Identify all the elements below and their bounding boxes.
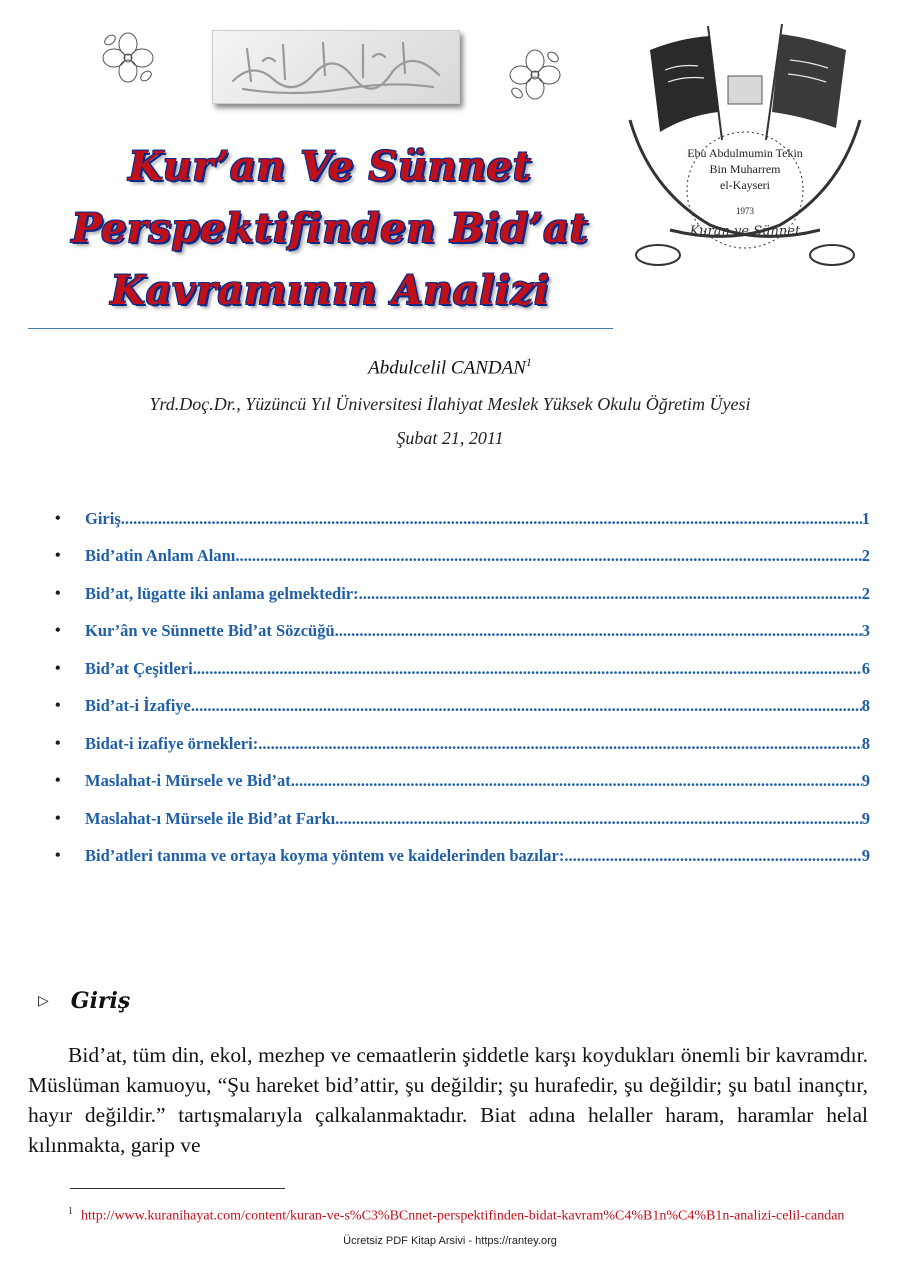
toc-leader	[291, 771, 862, 791]
toc-item-page: 1	[861, 508, 870, 528]
bismillah-calligraphy	[212, 30, 460, 104]
bullet-icon: •	[55, 734, 61, 752]
author-affiliation: Yrd.Doç.Dr., Yüzüncü Yıl Üniversitesi İlahiyat Meslek Yüksek Okulu Öğretim Üyesi	[149, 394, 751, 414]
footnote	[28, 1202, 870, 1226]
seal-text-line-2: Bin Muharrem	[709, 162, 781, 176]
body-paragraph: Bid’at, tüm din, ekol, mezhep ve cemaatlerin şiddetle karşı koydukları önemli bir kavramdır. Müslüman kamuoyu, “Şu hareket bid’attir, şu değildir; şu hurafedir, şu değildir; şu batıl inançtır, hayır değildir.” tartışmalarıyla çalkalanmaktadır. Biat adına helaller haram, haramlar helal kılınmakta, garip ve	[28, 1043, 868, 1157]
author-line	[0, 355, 900, 379]
toc-leader	[335, 809, 862, 829]
toc-item[interactable]	[55, 800, 870, 838]
toc-item[interactable]	[55, 500, 870, 538]
title-line-1: Kur’an Ve Sünnet	[128, 143, 532, 190]
toc-item-page: 6	[861, 658, 870, 678]
bullet-icon: •	[55, 847, 61, 865]
footnote-url-link[interactable]: http://www.kuranihayat.com/content/kuran-ve-s%C3%BCnnet-perspektifinden-bidat-kavram%C4%B1n%C4%B1n-analizi-celil-candan	[81, 1208, 845, 1224]
page-footer: Ücretsiz PDF Kitap Arsivi - https://rantey.org	[343, 1235, 557, 1247]
toc-item-page: 8	[861, 696, 870, 716]
toc-item-label: Bid’atleri tanıma ve ortaya koyma yöntem ve kaidelerinden bazılar:	[85, 846, 565, 866]
toc-leader	[335, 621, 862, 641]
footnote-divider	[70, 1188, 285, 1189]
footnote-number: 1	[68, 1206, 73, 1217]
toc-item-page: 8	[861, 733, 870, 753]
toc-leader	[258, 734, 862, 754]
toc-item[interactable]	[55, 650, 870, 688]
flower-ornament-icon	[505, 45, 565, 105]
toc-item-page: 2	[861, 583, 870, 603]
toc-item-label: Bid’atin Anlam Alanı	[85, 546, 236, 566]
toc-item-label: Kur’ân ve Sünnette Bid’at Sözcüğü	[85, 621, 335, 641]
bullet-icon: •	[55, 659, 61, 677]
title-line-2: Perspektifinden Bid’at	[71, 205, 589, 252]
publication-date: Şubat 21, 2011	[396, 428, 504, 448]
toc-item-label: Bid’at-i İzafiye	[85, 696, 191, 716]
arrow-right-icon: ▷	[38, 993, 49, 1009]
toc-leader	[191, 696, 862, 716]
toc-leader	[193, 659, 862, 679]
seal-text-line-3: el-Kayseri	[720, 178, 770, 192]
bullet-icon: •	[55, 547, 61, 565]
seal-ring-text: Kuran ve Sünnet	[689, 224, 801, 239]
toc-item-page: 2	[861, 546, 870, 566]
toc-item-page: 9	[861, 846, 870, 866]
toc-item-label: Bidat-i izafiye örnekleri:	[85, 733, 259, 753]
toc-item-label: Bid’at Çeşitleri	[85, 658, 193, 678]
toc-item-label: Maslahat-i Mürsele ve Bid’at	[85, 771, 291, 791]
seal-text-line-1: Ebu Abdulmumin Tekin	[687, 146, 803, 160]
bullet-icon: •	[55, 772, 61, 790]
toc-item-page: 3	[861, 621, 870, 641]
bullet-icon: •	[55, 584, 61, 602]
document-title	[60, 136, 600, 322]
toc-leader	[121, 509, 862, 529]
toc-item[interactable]	[55, 613, 870, 651]
bullet-icon: •	[55, 697, 61, 715]
section-heading	[38, 988, 130, 1014]
toc-item[interactable]	[55, 688, 870, 726]
section-heading-label: Giriş	[70, 988, 131, 1014]
bullet-icon: •	[55, 809, 61, 827]
author-footnote-ref: 1	[525, 355, 532, 369]
toc-item-label: Giriş	[85, 508, 121, 528]
toc-item[interactable]	[55, 725, 870, 763]
toc-item[interactable]	[55, 538, 870, 576]
toc-item[interactable]	[55, 575, 870, 613]
toc-leader	[359, 584, 862, 604]
table-of-contents	[55, 500, 870, 875]
toc-leader	[564, 846, 861, 866]
author-name: Abdulcelil CANDAN	[368, 357, 526, 379]
bullet-icon: •	[55, 509, 61, 527]
toc-item-label: Maslahat-ı Mürsele ile Bid’at Farkı	[85, 808, 336, 828]
toc-item-page: 9	[861, 808, 870, 828]
bullet-icon: •	[55, 622, 61, 640]
seal-text-line-4: 1973	[736, 206, 754, 216]
toc-item-page: 9	[861, 771, 870, 791]
title-line-3: Kavramının Analizi	[110, 267, 550, 314]
toc-leader	[235, 546, 861, 566]
toc-item[interactable]	[55, 763, 870, 801]
seal-emblem	[620, 20, 870, 270]
toc-item[interactable]	[55, 838, 870, 876]
calligraphy-icon	[213, 31, 459, 103]
flower-ornament-icon	[98, 28, 158, 88]
title-divider	[28, 328, 613, 329]
toc-item-label: Bid’at, lügatte iki anlama gelmektedir:	[85, 583, 359, 603]
header-ornaments	[0, 0, 900, 340]
